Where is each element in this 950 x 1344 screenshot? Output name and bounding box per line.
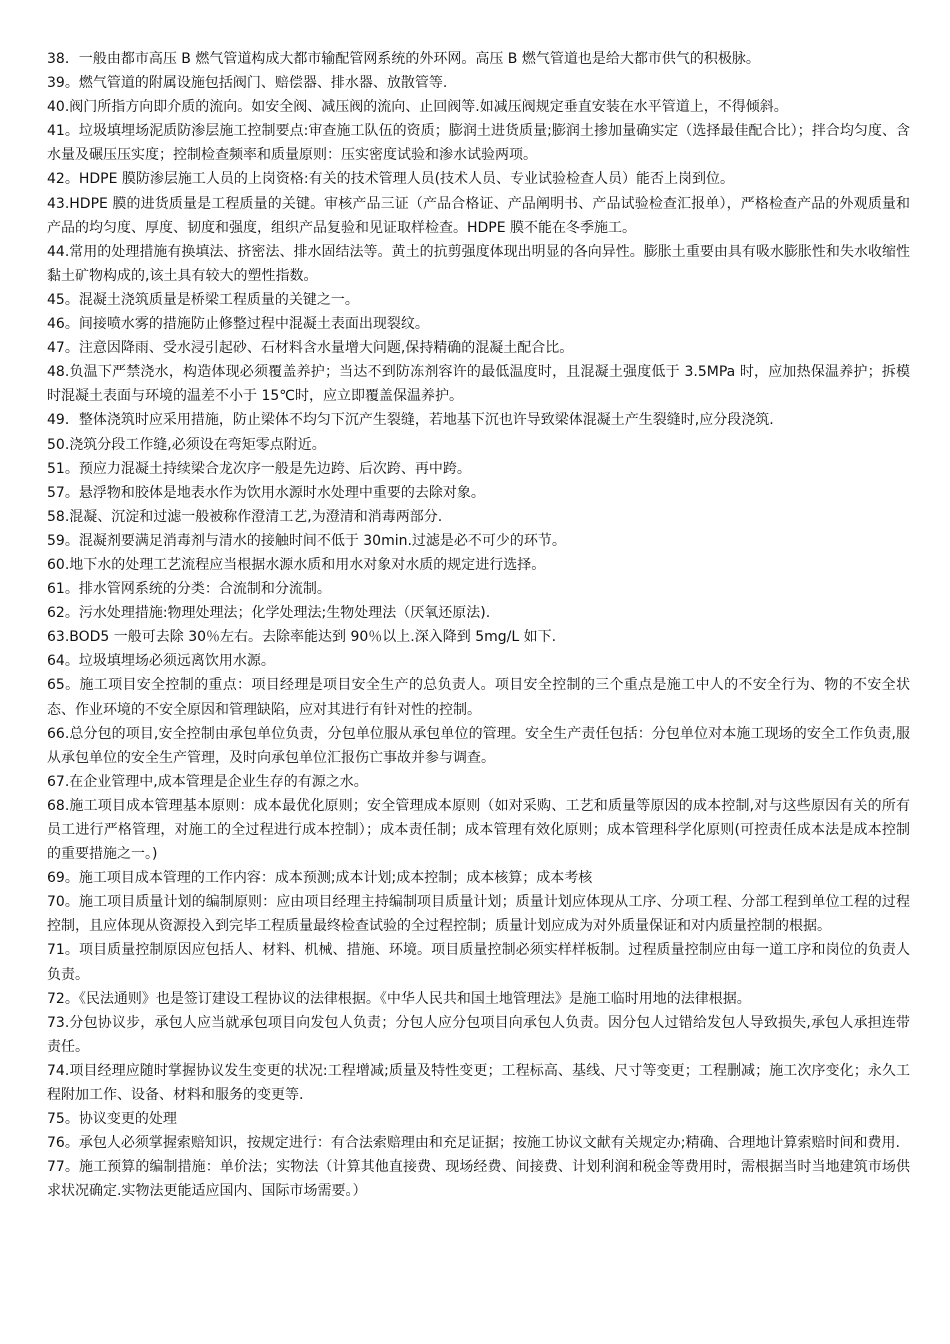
paragraph-66: 66.总分包的项目,安全控制由承包单位负责，分包单位服从承包单位的管理。安全生产责任包括：分包单位对本施工现场的安全工作负责,服从承包单位的安全生产管理，及时向承包单位汇报伤亡事故并参与调查。	[47, 725, 910, 766]
paragraph-60: 60.地下水的处理工艺流程应当根据水源水质和用水对象对水质的规定进行选择。	[47, 556, 546, 573]
paragraph-62: 62。污水处理措施:物理处理法；化学处理法;生物处理法（厌氧还原法).	[47, 605, 491, 622]
paragraph-64: 64。垃圾填埋场必须远离饮用水源。	[47, 653, 275, 670]
paragraph-51: 51。预应力混凝土持续梁合龙次序一般是先边跨、后次跨、再中跨。	[47, 460, 471, 477]
paragraph-69: 69。施工项目成本管理的工作内容：成本预测;成本计划;成本控制；成本核算；成本考核	[47, 870, 593, 887]
paragraph-65: 65。施工项目安全控制的重点：项目经理是项目安全生产的总负责人。项目安全控制的三个重点是施工中人的不安全行为、物的不安全状态、作业环境的不安全原因和管理缺陷，应对其进行有针对性的控制。	[47, 677, 910, 718]
paragraph-58: 58.混凝、沉淀和过滤一般被称作澄清工艺,为澄清和消毒两部分.	[47, 508, 443, 525]
paragraph-49: 49．整体浇筑时应采用措施，防止梁体不均匀下沉产生裂缝，若地基下沉也许导致梁体混凝土产生裂缝时,应分段浇筑.	[47, 412, 774, 429]
paragraph-38: 38．一般由都市高压 B 燃气管道构成大都市输配管网系统的外环网。高压 B 燃气管道也是给大都市供气的积极脉。	[47, 51, 760, 67]
paragraph-67: 67.在企业管理中,成本管理是企业生存的有源之水。	[47, 773, 368, 790]
paragraph-46: 46。间接喷水雾的措施防止修整过程中混凝土表面出现裂纹。	[47, 316, 429, 333]
paragraph-43: 43.HDPE 膜的进货质量是工程质量的关键。审核产品三证（产品合格证、产品阐明书、产品试验检查汇报单），严格检查产品的外观质量和产品的均匀度、厚度、韧度和强度，组织产品复验和见证取样检查。HDPE 膜不能在冬季施工。	[47, 195, 910, 236]
paragraph-70: 70。施工项目质量计划的编制原则：应由项目经理主持编制项目质量计划；质量计划应体现从工序、分项工程、分部工程到单位工程的过程控制，且应体现从资源投入到完毕工程质量最终检查试验的全过程控制；质量计划应成为对外质量保证和对内质量控制的根据。	[47, 894, 910, 935]
paragraph-63: 63.BOD5 一般可去除 30％左右。去除率能达到 90％以上.深入降到 5mg/L 如下.	[47, 629, 557, 646]
paragraph-71: 71。项目质量控制原因应包括人、材料、机械、措施、环境。项目质量控制必须实样样板制。过程质量控制应由每一道工序和岗位的负责人负责。	[47, 942, 910, 983]
paragraph-44: 44.常用的处理措施有换填法、挤密法、排水固结法等。黄土的抗剪强度体现出明显的各向异性。膨胀土重要由具有吸水膨胀性和失水收缩性黏土矿物构成的,该土具有较大的塑性指数。	[47, 243, 910, 284]
paragraph-47: 47。注意因降雨、受水浸引起砂、石材料含水量增大问题,保持精确的混凝土配合比。	[47, 340, 574, 357]
paragraph-61: 61。排水管网系统的分类：合流制和分流制。	[47, 581, 331, 598]
paragraph-75: 75。协议变更的处理	[47, 1111, 177, 1128]
paragraph-72: 72。《民法通则》也是签订建设工程协议的法律根据。《中华人民共和国土地管理法》是施工临时用地的法律根据。	[47, 990, 751, 1007]
paragraph-74: 74.项目经理应随时掌握协议发生变更的状况:工程增减;质量及特性变更；工程标高、基线、尺寸等变更；工程删减；施工次序变化；永久工程附加工作、设备、材料和服务的变更等.	[47, 1062, 910, 1104]
paragraph-40: 40.阀门所指方向即介质的流向。如安全阀、减压阀的流向、止回阀等.如减压阀规定垂直安装在水平管道上，不得倾斜。	[47, 99, 788, 116]
paragraph-39: 39。燃气管道的附属设施包括阀门、赔偿器、排水器、放散管等.	[47, 75, 448, 92]
paragraph-73: 73.分包协议步，承包人应当就承包项目向发包人负责；分包人应分包项目向承包人负责。因分包人过错给发包人导致损失,承包人承担连带责任。	[47, 1014, 910, 1055]
paragraph-59: 59。混凝剂要满足消毒剂与清水的接触时间不低于 30min.过滤是必不可少的环节。	[47, 532, 566, 549]
paragraph-68: 68.施工项目成本管理基本原则：成本最优化原则；安全管理成本原则（如对采购、工艺和质量等原因的成本控制,对与这些原因有关的所有员工进行严格管理，对施工的全过程进行成本控制）；成本责任制；成本管理有效化原则；成本管理科学化原则(可控责任成本法是成本控制的重要措施之一。)	[47, 797, 910, 863]
paragraph-42: 42。HDPE 膜防渗层施工人员的上岗资格:有关的技术管理人员(技术人员、专业试验检查人员）能否上岗到位。	[47, 171, 735, 188]
paragraph-41: 41。垃圾填埋场泥质防渗层施工控制要点:审查施工队伍的资质；膨润土进货质量;膨润土掺加量确实定（选择最佳配合比）；拌合均匀度、含水量及碾压压实度；控制检查频率和质量原则：压实密度试验和渗水试验两项。	[47, 123, 910, 164]
paragraph-50: 50.浇筑分段工作缝,必须设在弯矩零点附近。	[47, 436, 326, 453]
paragraph-45: 45。混凝土浇筑质量是桥梁工程质量的关键之一。	[47, 291, 359, 308]
paragraph-77: 77。施工预算的编制措施：单价法；实物法（计算其他直接费、现场经费、间接费、计划利润和税金等费用时，需根据当时当地建筑市场供求状况确定.实物法更能适应国内、国际市场需要。）	[47, 1159, 910, 1200]
paragraph-48: 48.负温下严禁浇水，构造体现必须覆盖养护；当达不到防冻剂容许的最低温度时，且混凝土强度低于 3.5MPa 时，应加热保温养护；拆模时混凝土表面与环境的温差不小于 15℃时，应立即覆盖保温养护。	[47, 364, 910, 405]
paragraph-76: 76。承包人必须掌握索赔知识，按规定进行：有合法索赔理由和充足证据；按施工协议文献有关规定办;精确、合理地计算索赔时间和费用.	[47, 1135, 900, 1152]
paragraph-57: 57。悬浮物和胶体是地表水作为饮用水源时水处理中重要的去除对象。	[47, 484, 485, 501]
